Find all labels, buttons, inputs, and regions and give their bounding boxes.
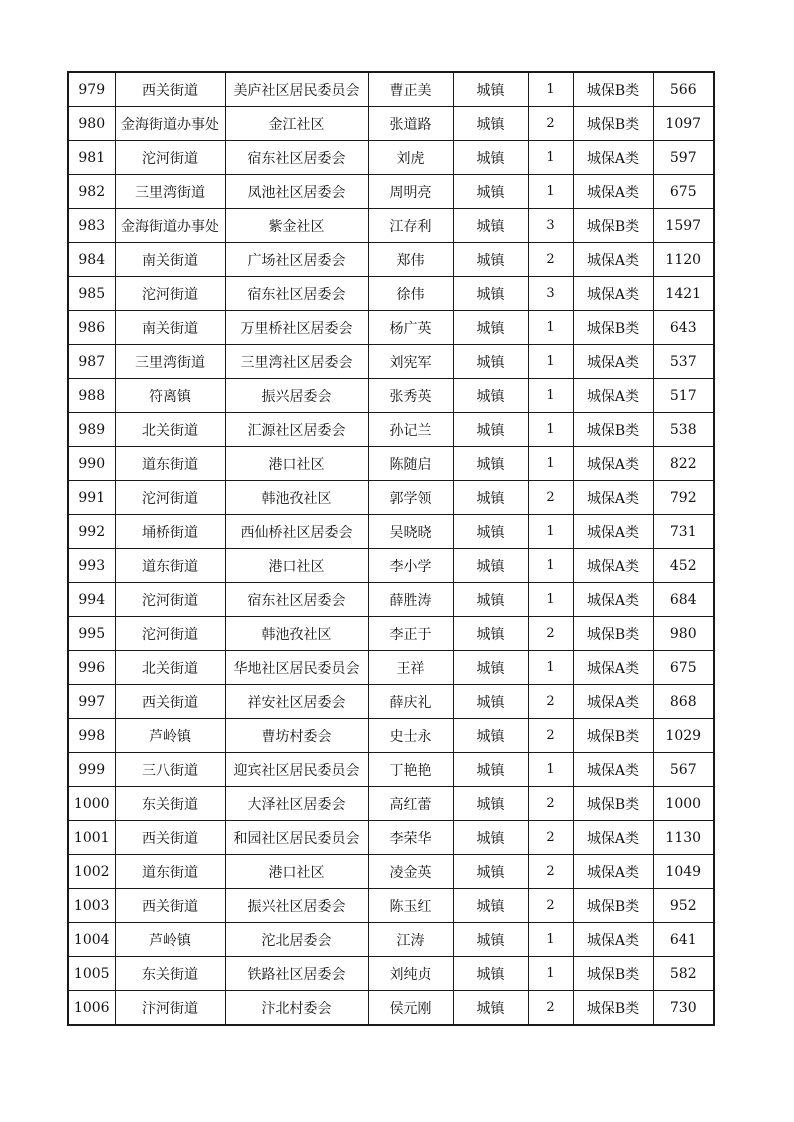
category-cell: 城保B类 [573,617,653,651]
row-number-cell: 993 [68,549,115,583]
street-cell: 道东街道 [115,447,225,481]
residence-type-cell: 城镇 [453,957,528,991]
table-row [68,753,714,787]
street-cell: 沱河街道 [115,277,225,311]
residence-type-cell: 城镇 [453,345,528,379]
row-number-cell: 997 [68,685,115,719]
residence-type-cell: 城镇 [453,753,528,787]
name-cell: 史士永 [368,719,453,753]
community-cell: 广场社区居委会 [225,243,368,277]
residence-type-cell: 城镇 [453,379,528,413]
household-count-cell: 1 [528,549,573,583]
amount-cell: 1421 [653,277,714,311]
community-cell: 汴北村委会 [225,991,368,1026]
table-row [68,991,714,1026]
residence-type-cell: 城镇 [453,617,528,651]
community-cell: 凤池社区居委会 [225,175,368,209]
amount-cell: 730 [653,991,714,1026]
household-count-cell: 1 [528,447,573,481]
table-row [68,175,714,209]
community-cell: 祥安社区居委会 [225,685,368,719]
table-row [68,821,714,855]
table-row [68,583,714,617]
amount-cell: 567 [653,753,714,787]
street-cell: 沱河街道 [115,617,225,651]
amount-cell: 582 [653,957,714,991]
household-count-cell: 1 [528,379,573,413]
amount-cell: 952 [653,889,714,923]
category-cell: 城保A类 [573,549,653,583]
name-cell: 李荣华 [368,821,453,855]
category-cell: 城保A类 [573,583,653,617]
household-count-cell: 2 [528,481,573,515]
row-number-cell: 992 [68,515,115,549]
category-cell: 城保A类 [573,277,653,311]
name-cell: 郭学领 [368,481,453,515]
row-number-cell: 979 [68,72,115,107]
category-cell: 城保A类 [573,855,653,889]
row-number-cell: 982 [68,175,115,209]
name-cell: 高红蕾 [368,787,453,821]
residence-type-cell: 城镇 [453,855,528,889]
residence-type-cell: 城镇 [453,923,528,957]
name-cell: 周明亮 [368,175,453,209]
community-cell: 曹坊村委会 [225,719,368,753]
row-number-cell: 1006 [68,991,115,1026]
household-count-cell: 2 [528,243,573,277]
category-cell: 城保B类 [573,72,653,107]
row-number-cell: 981 [68,141,115,175]
community-cell: 振兴社区居委会 [225,889,368,923]
household-count-cell: 1 [528,957,573,991]
residence-type-cell: 城镇 [453,991,528,1026]
household-count-cell: 1 [528,345,573,379]
street-cell: 芦岭镇 [115,719,225,753]
street-cell: 芦岭镇 [115,923,225,957]
residence-type-cell: 城镇 [453,651,528,685]
name-cell: 陈随启 [368,447,453,481]
residence-type-cell: 城镇 [453,889,528,923]
amount-cell: 452 [653,549,714,583]
amount-cell: 1000 [653,787,714,821]
household-count-cell: 2 [528,617,573,651]
name-cell: 凌金英 [368,855,453,889]
household-count-cell: 2 [528,821,573,855]
amount-cell: 731 [653,515,714,549]
row-number-cell: 1001 [68,821,115,855]
table-row [68,277,714,311]
category-cell: 城保A类 [573,141,653,175]
amount-cell: 1029 [653,719,714,753]
residence-type-cell: 城镇 [453,447,528,481]
street-cell: 西关街道 [115,72,225,107]
table-row [68,107,714,141]
category-cell: 城保A类 [573,379,653,413]
residence-type-cell: 城镇 [453,719,528,753]
name-cell: 张秀英 [368,379,453,413]
row-number-cell: 1003 [68,889,115,923]
name-cell: 薛胜涛 [368,583,453,617]
street-cell: 东关街道 [115,787,225,821]
residence-type-cell: 城镇 [453,209,528,243]
community-cell: 沱北居委会 [225,923,368,957]
table-row [68,651,714,685]
community-cell: 港口社区 [225,549,368,583]
table-row [68,957,714,991]
household-count-cell: 3 [528,277,573,311]
table-row [68,923,714,957]
table-row [68,855,714,889]
residence-type-cell: 城镇 [453,311,528,345]
residence-type-cell: 城镇 [453,141,528,175]
street-cell: 北关街道 [115,651,225,685]
street-cell: 金海街道办事处 [115,107,225,141]
category-cell: 城保B类 [573,311,653,345]
beneficiary-table [67,71,715,1026]
name-cell: 张道路 [368,107,453,141]
community-cell: 西仙桥社区居委会 [225,515,368,549]
name-cell: 侯元刚 [368,991,453,1026]
category-cell: 城保B类 [573,787,653,821]
table-row [68,141,714,175]
name-cell: 郑伟 [368,243,453,277]
table-row [68,72,714,107]
table-row [68,515,714,549]
category-cell: 城保A类 [573,481,653,515]
name-cell: 王祥 [368,651,453,685]
category-cell: 城保A类 [573,923,653,957]
amount-cell: 538 [653,413,714,447]
name-cell: 薛庆礼 [368,685,453,719]
residence-type-cell: 城镇 [453,821,528,855]
street-cell: 道东街道 [115,549,225,583]
community-cell: 迎宾社区居民委员会 [225,753,368,787]
row-number-cell: 1004 [68,923,115,957]
residence-type-cell: 城镇 [453,515,528,549]
amount-cell: 868 [653,685,714,719]
community-cell: 港口社区 [225,855,368,889]
name-cell: 刘虎 [368,141,453,175]
household-count-cell: 1 [528,175,573,209]
household-count-cell: 2 [528,107,573,141]
street-cell: 南关街道 [115,311,225,345]
row-number-cell: 999 [68,753,115,787]
street-cell: 道东街道 [115,855,225,889]
community-cell: 大泽社区居委会 [225,787,368,821]
table-row [68,413,714,447]
community-cell: 宿东社区居委会 [225,277,368,311]
household-count-cell: 1 [528,413,573,447]
row-number-cell: 984 [68,243,115,277]
household-count-cell: 2 [528,719,573,753]
name-cell: 李正于 [368,617,453,651]
household-count-cell: 1 [528,923,573,957]
residence-type-cell: 城镇 [453,549,528,583]
household-count-cell: 1 [528,72,573,107]
amount-cell: 1597 [653,209,714,243]
household-count-cell: 2 [528,889,573,923]
street-cell: 三八街道 [115,753,225,787]
community-cell: 韩池孜社区 [225,617,368,651]
household-count-cell: 3 [528,209,573,243]
table-row [68,345,714,379]
row-number-cell: 986 [68,311,115,345]
community-cell: 韩池孜社区 [225,481,368,515]
row-number-cell: 990 [68,447,115,481]
name-cell: 吴晓晓 [368,515,453,549]
category-cell: 城保A类 [573,651,653,685]
name-cell: 杨广英 [368,311,453,345]
table-row [68,481,714,515]
name-cell: 李小学 [368,549,453,583]
amount-cell: 980 [653,617,714,651]
table-row [68,549,714,583]
category-cell: 城保A类 [573,685,653,719]
category-cell: 城保A类 [573,243,653,277]
amount-cell: 822 [653,447,714,481]
street-cell: 西关街道 [115,821,225,855]
amount-cell: 675 [653,175,714,209]
category-cell: 城保A类 [573,821,653,855]
row-number-cell: 989 [68,413,115,447]
community-cell: 汇源社区居委会 [225,413,368,447]
community-cell: 金江社区 [225,107,368,141]
name-cell: 江存利 [368,209,453,243]
community-cell: 铁路社区居委会 [225,957,368,991]
name-cell: 孙记兰 [368,413,453,447]
category-cell: 城保B类 [573,209,653,243]
community-cell: 和园社区居民委员会 [225,821,368,855]
community-cell: 三里湾社区居委会 [225,345,368,379]
name-cell: 刘纯贞 [368,957,453,991]
table-row [68,209,714,243]
table-row [68,719,714,753]
street-cell: 沱河街道 [115,583,225,617]
row-number-cell: 983 [68,209,115,243]
category-cell: 城保B类 [573,957,653,991]
street-cell: 南关街道 [115,243,225,277]
table-row [68,889,714,923]
residence-type-cell: 城镇 [453,107,528,141]
street-cell: 沱河街道 [115,141,225,175]
category-cell: 城保B类 [573,991,653,1026]
household-count-cell: 1 [528,651,573,685]
row-number-cell: 987 [68,345,115,379]
community-cell: 振兴居委会 [225,379,368,413]
amount-cell: 566 [653,72,714,107]
residence-type-cell: 城镇 [453,583,528,617]
row-number-cell: 980 [68,107,115,141]
name-cell: 曹正美 [368,72,453,107]
street-cell: 西关街道 [115,889,225,923]
community-cell: 宿东社区居委会 [225,583,368,617]
household-count-cell: 1 [528,583,573,617]
row-number-cell: 1005 [68,957,115,991]
amount-cell: 1049 [653,855,714,889]
community-cell: 美庐社区居民委员会 [225,72,368,107]
household-count-cell: 1 [528,311,573,345]
community-cell: 华地社区居民委员会 [225,651,368,685]
category-cell: 城保B类 [573,889,653,923]
table-row [68,311,714,345]
household-count-cell: 2 [528,787,573,821]
category-cell: 城保A类 [573,753,653,787]
name-cell: 江涛 [368,923,453,957]
street-cell: 汴河街道 [115,991,225,1026]
table-row [68,447,714,481]
residence-type-cell: 城镇 [453,787,528,821]
household-count-cell: 1 [528,753,573,787]
residence-type-cell: 城镇 [453,685,528,719]
amount-cell: 1097 [653,107,714,141]
residence-type-cell: 城镇 [453,413,528,447]
table-row [68,617,714,651]
row-number-cell: 1002 [68,855,115,889]
street-cell: 符离镇 [115,379,225,413]
row-number-cell: 994 [68,583,115,617]
name-cell: 陈玉红 [368,889,453,923]
category-cell: 城保A类 [573,175,653,209]
amount-cell: 597 [653,141,714,175]
household-count-cell: 1 [528,141,573,175]
amount-cell: 675 [653,651,714,685]
community-cell: 港口社区 [225,447,368,481]
category-cell: 城保B类 [573,413,653,447]
amount-cell: 792 [653,481,714,515]
household-count-cell: 2 [528,991,573,1026]
street-cell: 金海街道办事处 [115,209,225,243]
amount-cell: 684 [653,583,714,617]
household-count-cell: 2 [528,685,573,719]
row-number-cell: 995 [68,617,115,651]
amount-cell: 537 [653,345,714,379]
street-cell: 东关街道 [115,957,225,991]
category-cell: 城保A类 [573,345,653,379]
amount-cell: 1120 [653,243,714,277]
residence-type-cell: 城镇 [453,243,528,277]
residence-type-cell: 城镇 [453,175,528,209]
residence-type-cell: 城镇 [453,72,528,107]
category-cell: 城保B类 [573,719,653,753]
residence-type-cell: 城镇 [453,481,528,515]
name-cell: 丁艳艳 [368,753,453,787]
community-cell: 宿东社区居委会 [225,141,368,175]
street-cell: 北关街道 [115,413,225,447]
table-row [68,685,714,719]
row-number-cell: 1000 [68,787,115,821]
amount-cell: 643 [653,311,714,345]
category-cell: 城保B类 [573,107,653,141]
name-cell: 徐伟 [368,277,453,311]
table-row [68,379,714,413]
row-number-cell: 991 [68,481,115,515]
street-cell: 埇桥街道 [115,515,225,549]
row-number-cell: 985 [68,277,115,311]
amount-cell: 1130 [653,821,714,855]
amount-cell: 641 [653,923,714,957]
residence-type-cell: 城镇 [453,277,528,311]
row-number-cell: 996 [68,651,115,685]
household-count-cell: 1 [528,515,573,549]
street-cell: 三里湾街道 [115,345,225,379]
table-row [68,243,714,277]
street-cell: 三里湾街道 [115,175,225,209]
street-cell: 沱河街道 [115,481,225,515]
category-cell: 城保A类 [573,515,653,549]
row-number-cell: 988 [68,379,115,413]
amount-cell: 517 [653,379,714,413]
street-cell: 西关街道 [115,685,225,719]
name-cell: 刘宪军 [368,345,453,379]
household-count-cell: 2 [528,855,573,889]
community-cell: 万里桥社区居委会 [225,311,368,345]
row-number-cell: 998 [68,719,115,753]
table-row [68,787,714,821]
community-cell: 紫金社区 [225,209,368,243]
category-cell: 城保A类 [573,447,653,481]
